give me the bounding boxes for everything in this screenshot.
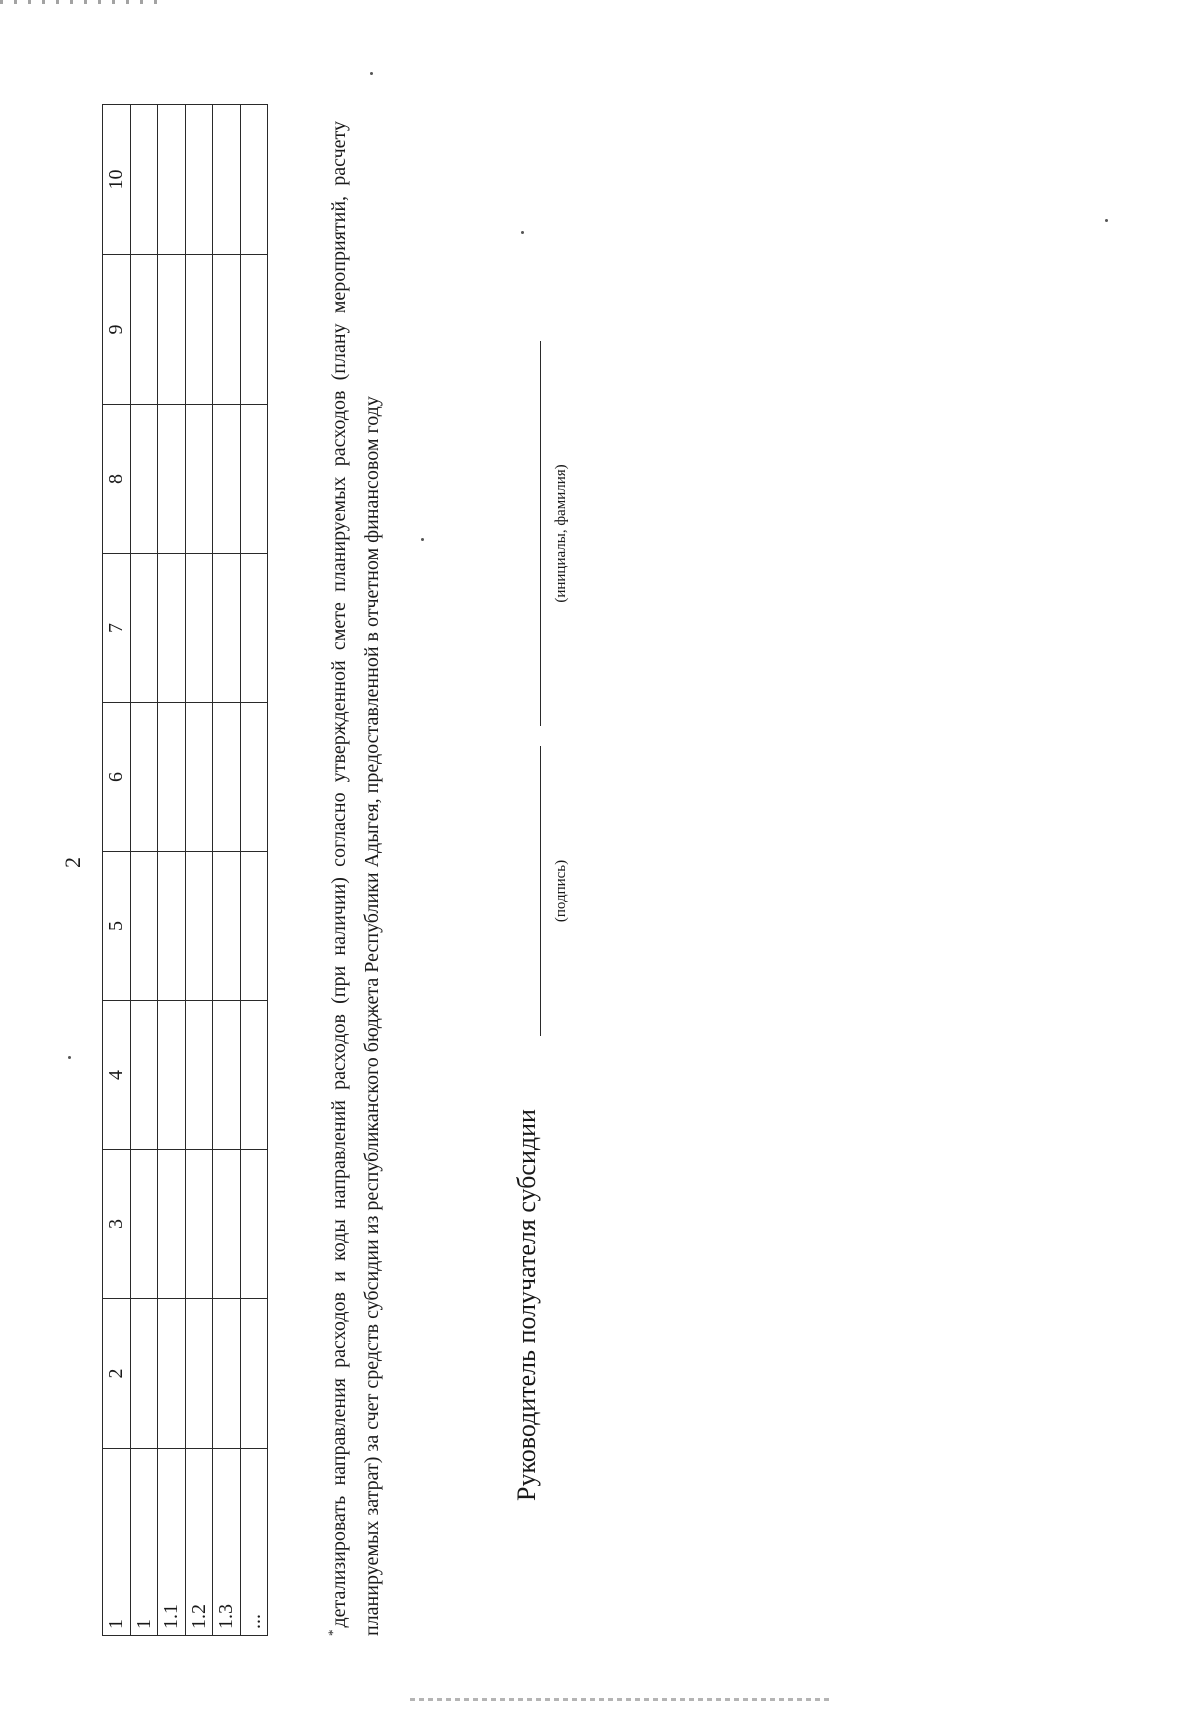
scan-speck (1105, 219, 1108, 222)
table-cell (240, 1150, 268, 1299)
table-cell (240, 852, 268, 1001)
table-header-cell: 3 (103, 1150, 131, 1299)
table-header-cell: 8 (103, 405, 131, 554)
table-cell (130, 1150, 158, 1299)
table-row (213, 105, 241, 1636)
table-row (185, 105, 213, 1636)
table-header-cell: 4 (103, 1001, 131, 1150)
signatory-title: Руководитель получателя субсидии (512, 1109, 541, 1501)
footnote-text: детализировать направления расходов и коды направлений расходов (при наличии) согласно утвержденной смете планируемых расходов (плану мероприятий, расчету планируемых затрат) за счет средств субсидии из республиканского бюджета Республики Адыгея, предоставленной в отчетном финансовом году (328, 121, 383, 1636)
table-cell (185, 255, 213, 405)
table-cell (213, 255, 241, 405)
table-cell (158, 1001, 186, 1150)
table-header-cell: 1 (103, 1449, 131, 1636)
table-cell (185, 405, 213, 554)
table-cell (158, 703, 186, 852)
scan-speck (521, 231, 524, 234)
table-cell (130, 554, 158, 703)
table-header-row (103, 105, 131, 1636)
table-cell (158, 1150, 186, 1299)
table-cell (213, 852, 241, 1001)
table-cell (130, 1299, 158, 1449)
table-cell (213, 703, 241, 852)
signature-line (540, 746, 541, 1036)
signature-caption: (подпись) (553, 859, 569, 923)
table-cell (130, 105, 158, 255)
table-cell (158, 105, 186, 255)
table-cell (130, 1001, 158, 1150)
footnote (316, 121, 389, 1636)
table-header-cell: 2 (103, 1299, 131, 1449)
report-table (102, 104, 268, 1636)
table-cell (185, 554, 213, 703)
table-cell (130, 255, 158, 405)
table-cell (213, 105, 241, 255)
table-cell: ... (240, 1449, 268, 1636)
table-cell (213, 1001, 241, 1150)
scan-edge-artifact (410, 1698, 830, 1701)
table-cell (158, 255, 186, 405)
scan-speck (370, 72, 373, 75)
table-cell: 1.2 (185, 1449, 213, 1636)
table-row (158, 105, 186, 1636)
table-cell (213, 1150, 241, 1299)
table-cell (185, 1001, 213, 1150)
table-cell (185, 703, 213, 852)
table-cell (213, 554, 241, 703)
table-cell (185, 1299, 213, 1449)
table-cell (158, 1299, 186, 1449)
table-header-cell: 10 (103, 105, 131, 255)
scan-speck (421, 538, 424, 541)
table-cell: 1 (130, 1449, 158, 1636)
table-cell (158, 554, 186, 703)
name-caption: (инициалы, фамилия) (553, 464, 569, 603)
table-row (240, 105, 268, 1636)
table-cell (213, 405, 241, 554)
footnote-marker: * (325, 1629, 340, 1636)
table-cell (240, 255, 268, 405)
table-cell (185, 105, 213, 255)
table-cell (130, 852, 158, 1001)
table-cell (185, 852, 213, 1001)
table-cell (185, 1150, 213, 1299)
table-header-cell: 5 (103, 852, 131, 1001)
table-header-cell: 9 (103, 255, 131, 405)
scan-speck (68, 1056, 71, 1059)
table-cell (240, 1299, 268, 1449)
table-cell: 1.1 (158, 1449, 186, 1636)
table-body (103, 105, 268, 1636)
table-cell (240, 105, 268, 255)
table-cell (130, 703, 158, 852)
table-cell (213, 1299, 241, 1449)
table-cell: 1.3 (213, 1449, 241, 1636)
table-row (130, 105, 158, 1636)
table-header-cell: 7 (103, 554, 131, 703)
name-line (540, 341, 541, 726)
table-cell (130, 405, 158, 554)
table-cell (240, 554, 268, 703)
table-cell (240, 1001, 268, 1150)
page-number: 2 (60, 857, 85, 868)
table-cell (240, 405, 268, 554)
table-cell (158, 852, 186, 1001)
table-cell (240, 703, 268, 852)
table-cell (158, 405, 186, 554)
table-header-cell: 6 (103, 703, 131, 852)
